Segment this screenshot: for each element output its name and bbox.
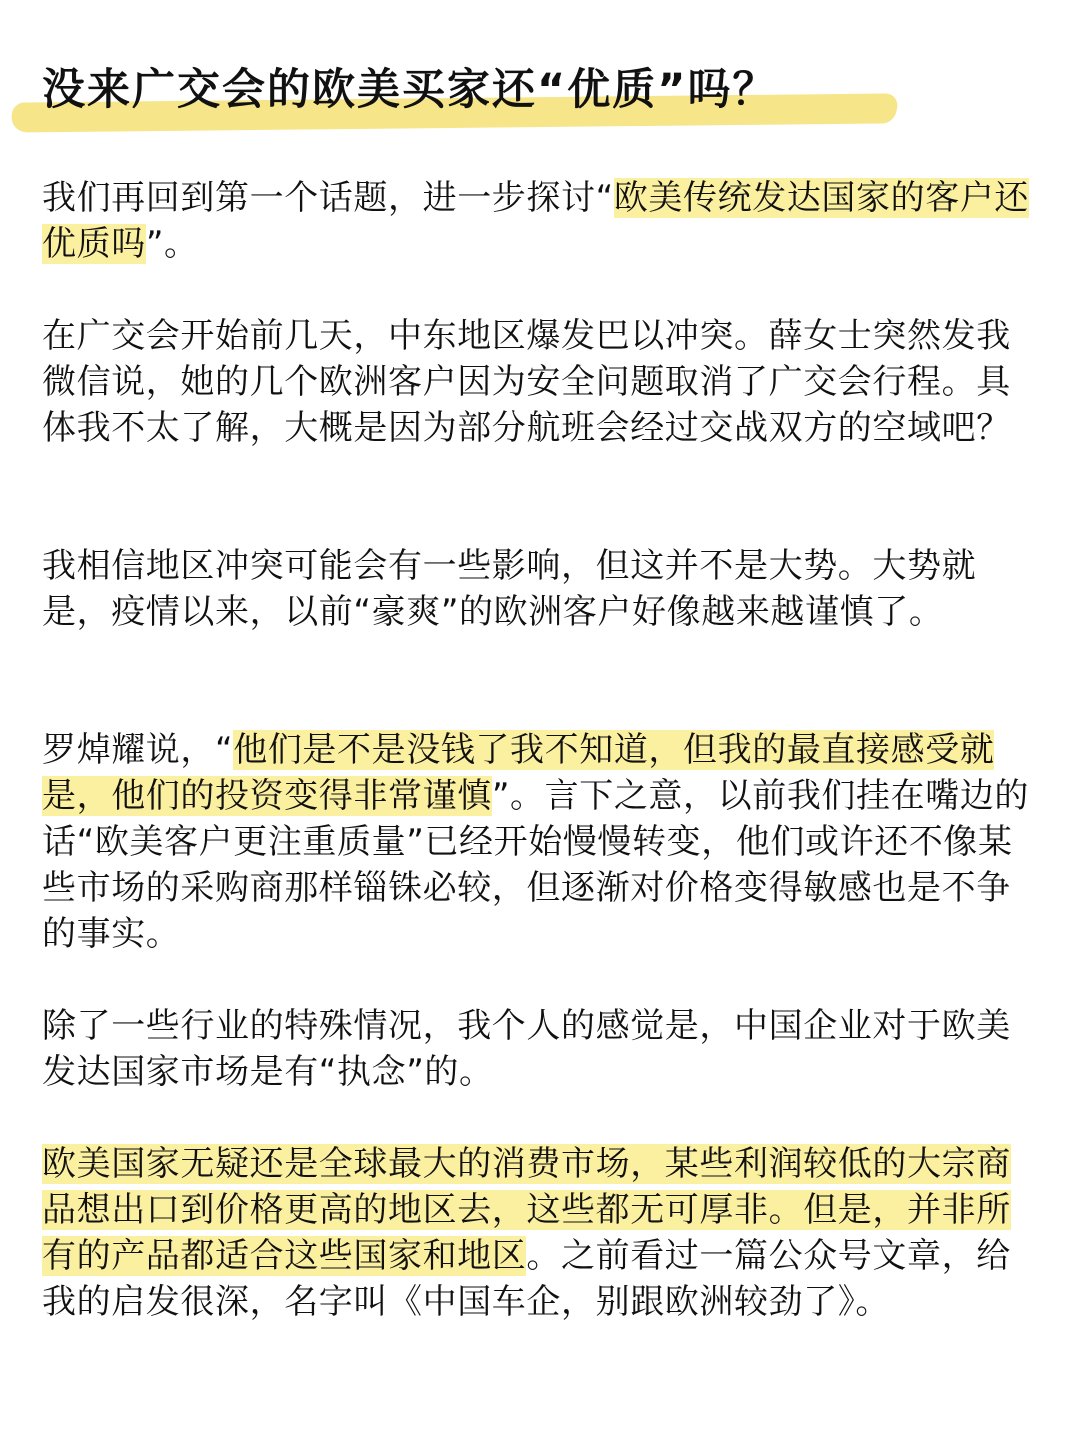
paragraph-6-highlight: 欧美国家无疑还是全球最大的消费市场，某些利润较低的大宗商品想出口到价格更高的地区去，这些都无可厚非。但是，并非所有的产品都适合这些国家和地区 <box>42 1144 1011 1276</box>
paragraph-4-text-end: ”。言下之意，以前我们挂在嘴边的话“欧美客户更注重质量”已经开始慢慢转变，他们或许还不像某些市场的采购商那样锱铢必较，但逐渐对价格变得敏感也是不争的事实。 <box>42 776 1030 954</box>
paragraph-6-text-end: 。之前看过一篇公众号文章，给我的启发很深，名字叫《中国车企，别跟欧洲较劲了》。 <box>42 1236 1011 1322</box>
paragraph-4-text: 罗焯耀说，“ <box>42 730 234 770</box>
paragraph-1-text-end: ”。 <box>145 224 199 264</box>
title-block <box>12 58 896 130</box>
paragraph-5: 除了一些行业的特殊情况，我个人的感觉是，中国企业对于欧美发达国家市场是有“执念”的。 <box>42 1006 1011 1092</box>
paragraph-4 <box>42 727 1036 957</box>
page-title: 没来广交会的欧美买家还“优质”吗？ <box>42 65 778 115</box>
paragraph-1-text: 我们再回到第一个话题，进一步探讨“ <box>42 178 614 218</box>
paragraph-1-highlight: 欧美传统发达国家的客户还优质吗 <box>42 178 1030 264</box>
paragraph-3: 我相信地区冲突可能会有一些影响，但这并不是大势。大势就是，疫情以来，以前“豪爽”的欧洲客户好像越来越谨慎了。 <box>42 546 977 632</box>
paragraph-6 <box>42 1141 1036 1325</box>
paragraph-2: 在广交会开始前几天，中东地区爆发巴以冲突。薛女士突然发我微信说，她的几个欧洲客户因为安全问题取消了广交会行程。具体我不太了解，大概是因为部分航班会经过交战双方的空域吧？ <box>42 316 1011 448</box>
paragraph-1 <box>42 175 1036 267</box>
paragraph-4-highlight: 他们是不是没钱了我不知道，但我的最直接感受就是，他们的投资变得非常谨慎 <box>42 730 995 816</box>
